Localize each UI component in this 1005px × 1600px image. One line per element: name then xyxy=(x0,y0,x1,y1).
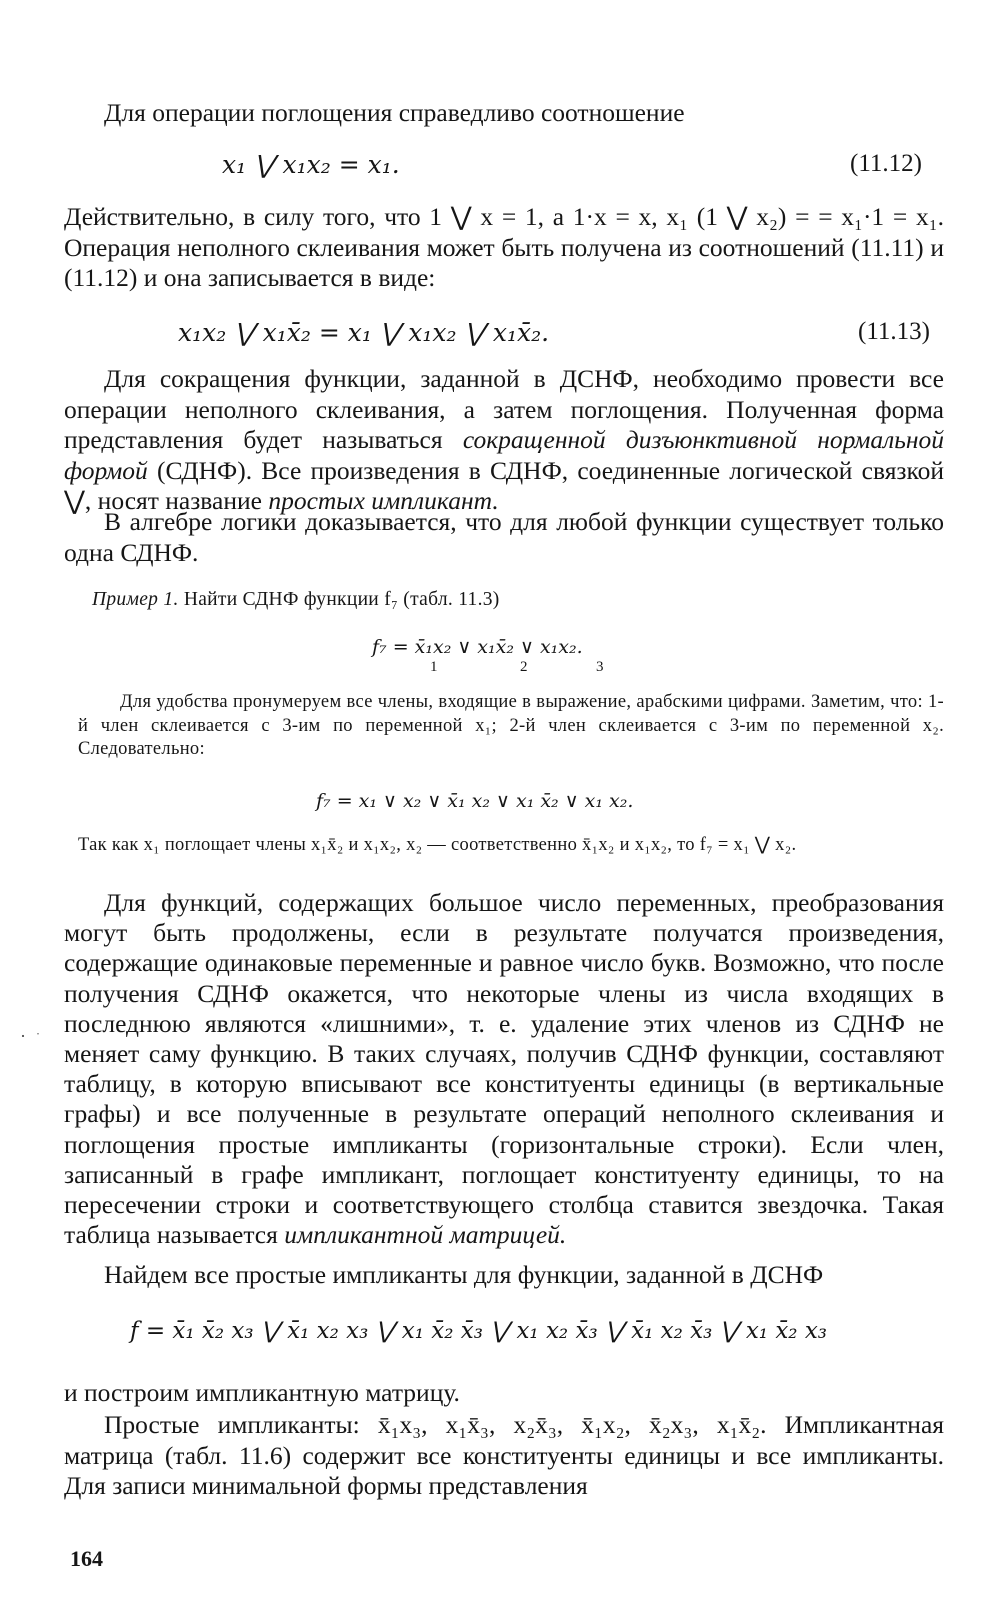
paragraph-text: Для функций, содержащих большое число переменных, преобразования могут быть продолжены, если в результате получатся произведения, содержащие одинаковые переменные и равное число букв. Возможно, что после получения СДНФ окажется, что некоторые члены из числа входящих в последнюю являются «лишними», т. е. удаление этих членов из СДНФ не меняет саму функцию. В таких случаях, получив СДНФ функции, составляют таблицу, в которую вписывают все конституенты единицы (в вертикальные графы) и все полученные в результате операций неполного склеивания и поглощения простые импликанты (горизонтальные строки). Если член, записанный в графе импликант, поглощает конституенту единицы, то на пересечении строки и соответствующего столбца ставится звездочка. Такая таблица называется xyxy=(64,888,944,1250)
equation-f7: f₇ = x̄₁x₂ ∨ x₁x̄₂ ∨ x₁x₂. xyxy=(372,636,583,658)
paragraph-implicant-matrix xyxy=(64,888,944,1250)
term-number-2: 2 xyxy=(520,659,528,675)
page-number: 164 xyxy=(70,1546,103,1571)
paragraph-uniqueness: В алгебре логики доказывается, что для любой функции существует только одна СДНФ. xyxy=(64,507,944,567)
equation-11-12: x₁ ⋁ x₁x₂ = x₁. xyxy=(222,150,400,179)
term-prime-implicants: простых импликант. xyxy=(268,486,499,515)
paragraph-text: (СДНФ). Все произведения в СДНФ, соединенные логической связкой ⋁, носят название xyxy=(64,455,944,515)
term-number-3: 3 xyxy=(596,659,604,675)
term-implicant-matrix: импликантной матрицей. xyxy=(284,1220,567,1250)
paragraph-build-matrix: и построим импликантную матрицу. xyxy=(64,1378,460,1407)
intro-line: Для операции поглощения справедливо соотношение xyxy=(104,98,685,127)
paragraph-sdnf-definition xyxy=(64,364,944,517)
equation-f-dsnf: f = x̄₁ x̄₂ x₃ ⋁ x̄₁ x₂ x₃ ⋁ x₁ x̄₂ x̄₃ ⋁ x₁ x₂ x̄₃ ⋁ x̄₁ x₂ x̄₃ ⋁ x₁ x̄₂ x₃ xyxy=(130,1318,828,1344)
margin-mark: · xyxy=(20,1026,26,1046)
small-text-absorption: Так как x₁ поглощает члены x₁x̄₂ и x₁x₂, x₂ — соответственно x̄₁x₂ и x₁x₂, то f₇ = x₁ ⋁ x₂. xyxy=(78,835,797,855)
paragraph-text: Для сокращения функции, заданной в ДСНФ, необходимо провести все операции неполного склеивания, а затем поглощения. Полученная форма представления будет называться xyxy=(64,364,944,454)
paragraph-prime-implicants: Простые импликанты: x̄₁x₃, x₁x̄₃, x₂x̄₃, x̄₁x₂, x̄₂x₃, x₁x̄₂. Импликантная матрица (табл. 11.6) содержит все конституенты единицы и все импликанты. Для записи минимальной формы представления xyxy=(64,1410,944,1500)
term-number-1: 1 xyxy=(430,659,438,675)
equation-11-13: x₁x₂ ⋁ x₁x̄₂ = x₁ ⋁ x₁x₂ ⋁ x₁x̄₂. xyxy=(178,318,550,347)
equation-number-11-13: (11.13) xyxy=(858,318,930,345)
paragraph-find-implicants: Найдем все простые импликанты для функции, заданной в ДСНФ xyxy=(104,1260,824,1289)
example-label: Пример 1. xyxy=(92,589,179,610)
example-heading xyxy=(92,588,958,612)
example-text: Найти СДНФ функции f₇ (табл. 11.3) xyxy=(178,589,500,610)
equation-f7-expanded: f₇ = x₁ ∨ x₂ ∨ x̄₁ x₂ ∨ x₁ x̄₂ ∨ x₁ x₂. xyxy=(316,790,634,812)
equation-number-11-12: (11.12) xyxy=(850,150,922,177)
term-reduced-dnf: сокращенной дизъюнктивной нормальной формой xyxy=(64,425,944,485)
paragraph-absorption-proof: Действительно, в силу того, что 1 ⋁ x = 1, а 1·x = x, x₁ (1 ⋁ x₂) = = x₁·1 = x₁. Операция неполного склеивания может быть получена из соотношений (11.11) и (11.12) и она записывается в виде: xyxy=(64,202,944,292)
small-text-numbering: Для удобства пронумеруем все члены, входящие в выражение, арабскими цифрами. Заметим, что: 1-й член склеивается с 3-им по переменной x₁; 2-й член склеивается с 3-им по переменной x₂. Следовательно: xyxy=(78,692,944,759)
